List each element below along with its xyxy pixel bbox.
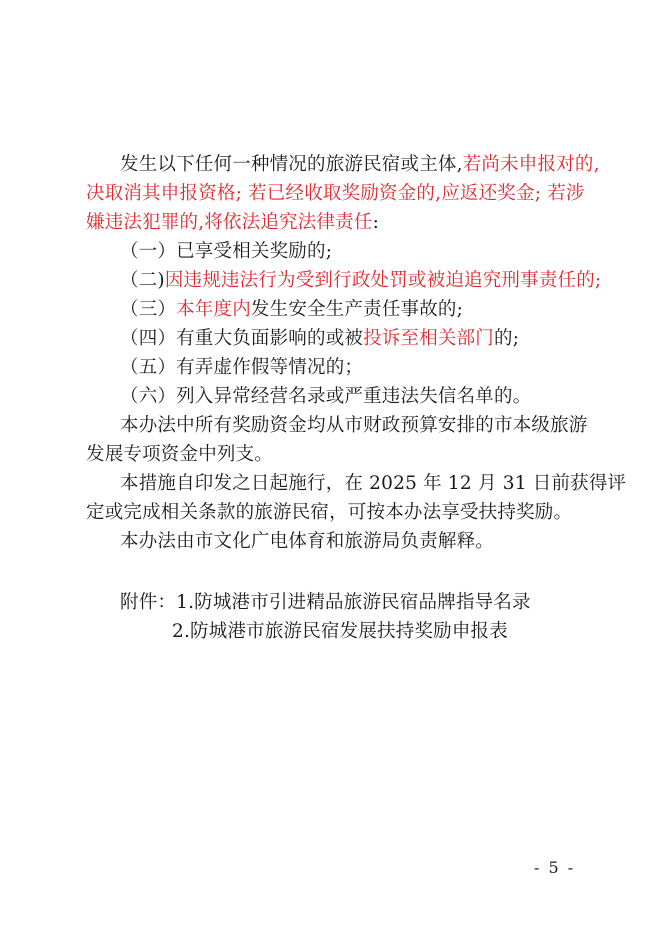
- list-item-4: [120, 328, 519, 350]
- text-run: 发生以下任何一种情况的旅游民宿或主体,: [120, 154, 463, 175]
- page-number: - 5 -: [534, 858, 576, 877]
- paragraph-1-line-1: [120, 154, 600, 176]
- highlighted-text: 因违规违法行为受到行政处罚或被迫追究刑事责任的;: [164, 270, 602, 291]
- item-marker: （三）: [120, 299, 177, 320]
- text-run: 发生安全生产责任事故的;: [250, 299, 464, 320]
- highlighted-text: 投诉至相关部门: [363, 328, 495, 349]
- paragraph-1-line-3: [86, 212, 379, 234]
- item-marker: （二): [120, 270, 165, 291]
- text-run: :: [372, 212, 380, 233]
- attachment-1: 附件：1.防城港市引进精品旅游民宿品牌指导名录: [120, 592, 531, 613]
- text-run: 的;: [494, 328, 520, 349]
- paragraph-3-line-1: 本措施自印发之日起施行，在 2025 年 12 月 31 日前获得评: [120, 473, 627, 494]
- list-item-3: [120, 299, 463, 321]
- highlighted-text: 本年度内: [176, 299, 251, 320]
- highlighted-text: 若尚未申报对的,: [462, 154, 600, 175]
- list-item-1: （一）已享受相关奖励的;: [120, 241, 333, 262]
- list-item-5: （五）有弄虚作假等情况的；: [120, 357, 364, 378]
- paragraph-1-line-2: 决取消其申报资格; 若已经收取奖励资金的,应返还奖金; 若涉: [86, 183, 585, 204]
- attachment-2: 2.防城港市旅游民宿发展扶持奖励申报表: [172, 621, 508, 642]
- highlighted-text: 嫌违法犯罪的,将依法追究法律责任: [86, 212, 373, 233]
- paragraph-4-line-1: 本办法由市文化广电体育和旅游局负责解释。: [120, 531, 495, 552]
- paragraph-2-line-2: 发展专项资金中列支。: [86, 444, 274, 465]
- text-run: （四）有重大负面影响的或被: [120, 328, 364, 349]
- paragraph-3-line-2: 定或完成相关条款的旅游民宿，可按本办法享受扶持奖励。: [86, 502, 573, 523]
- paragraph-2-line-1: 本办法中所有奖励资金均从市财政预算安排的市本级旅游: [120, 415, 588, 436]
- list-item-6: （六）列入异常经营名录或严重违法失信名单的。: [120, 386, 532, 407]
- list-item-2: [120, 270, 601, 292]
